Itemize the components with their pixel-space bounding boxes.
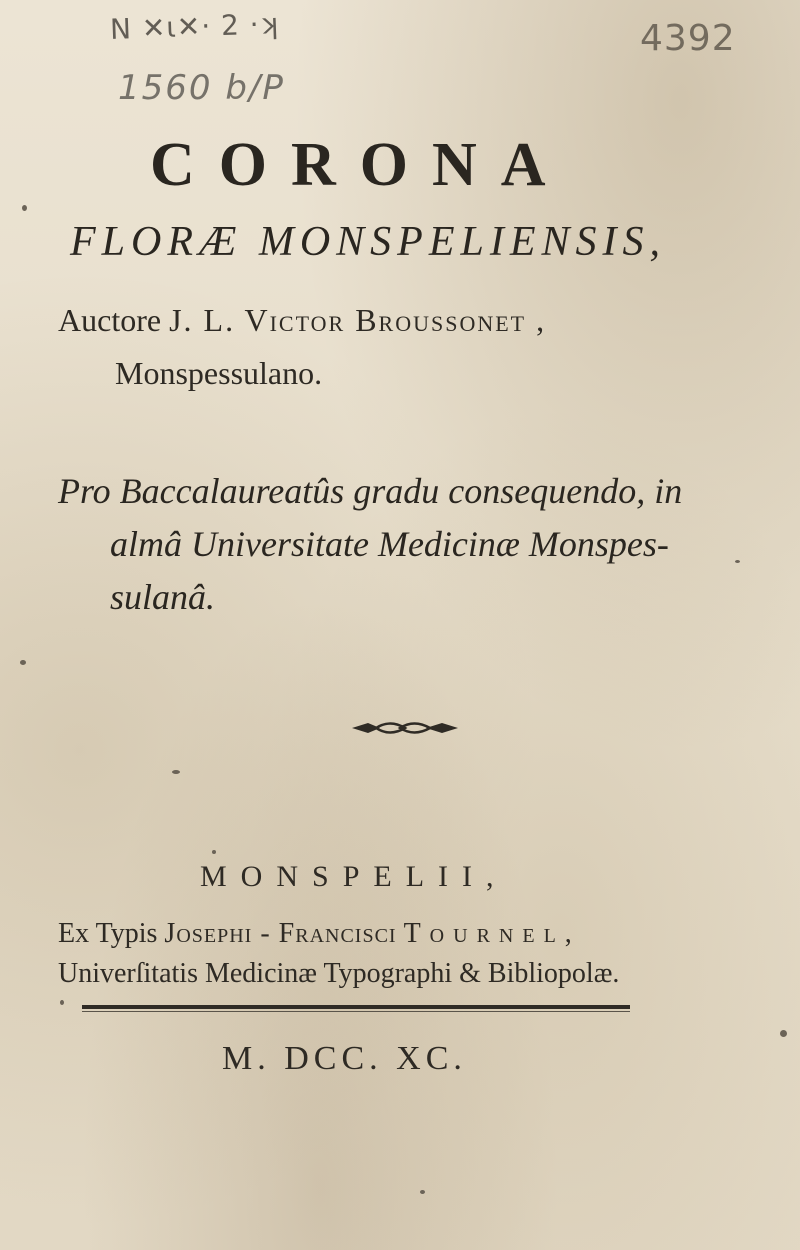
book-subtitle: FLORÆ MONSPELIENSIS, <box>70 219 666 265</box>
foxing-speck <box>22 205 27 211</box>
shelf-mark: N ✕ɩ✕· 2 ·ʞ <box>109 7 280 46</box>
foxing-speck <box>735 560 740 563</box>
purpose-line-2: almâ Universitate Medicinæ Monspes- <box>110 524 669 564</box>
printer-role: Univerſitatis Medicinæ Typographi & Bibliopolæ. <box>58 958 620 989</box>
printer-name: Josephi - Francisci <box>164 918 397 949</box>
imprint-city: MONSPELII, <box>200 860 508 893</box>
foxing-speck <box>780 1030 787 1037</box>
foxing-speck <box>172 770 180 774</box>
purpose-line-1: Pro Baccalaureatûs gradu consequendo, in <box>58 471 683 511</box>
divider-rule-thin <box>82 1011 630 1012</box>
purpose-line-3: sulanâ. <box>110 577 216 617</box>
divider-rule <box>82 1005 630 1009</box>
printer-prefix: Ex Typis <box>58 918 158 949</box>
foxing-speck <box>20 660 26 665</box>
call-number: 1560 b/P <box>118 68 285 108</box>
author-place: Monspessulano. <box>115 355 323 391</box>
foxing-speck <box>212 850 216 854</box>
author-name: J. L. Victor Broussonet , <box>169 302 547 338</box>
foxing-speck <box>60 1000 64 1005</box>
ornament-icon <box>350 716 460 740</box>
foxing-speck <box>420 1190 425 1194</box>
author-prefix: Auctore <box>58 302 162 338</box>
book-title: CORONA <box>150 131 570 199</box>
publication-year: M. DCC. XC. <box>222 1040 467 1077</box>
corner-mark: 4392 <box>640 18 736 59</box>
author-line <box>58 302 546 339</box>
printer-surname: Tournel, <box>403 918 581 949</box>
degree-purpose <box>58 465 683 624</box>
printer-line <box>58 918 581 950</box>
